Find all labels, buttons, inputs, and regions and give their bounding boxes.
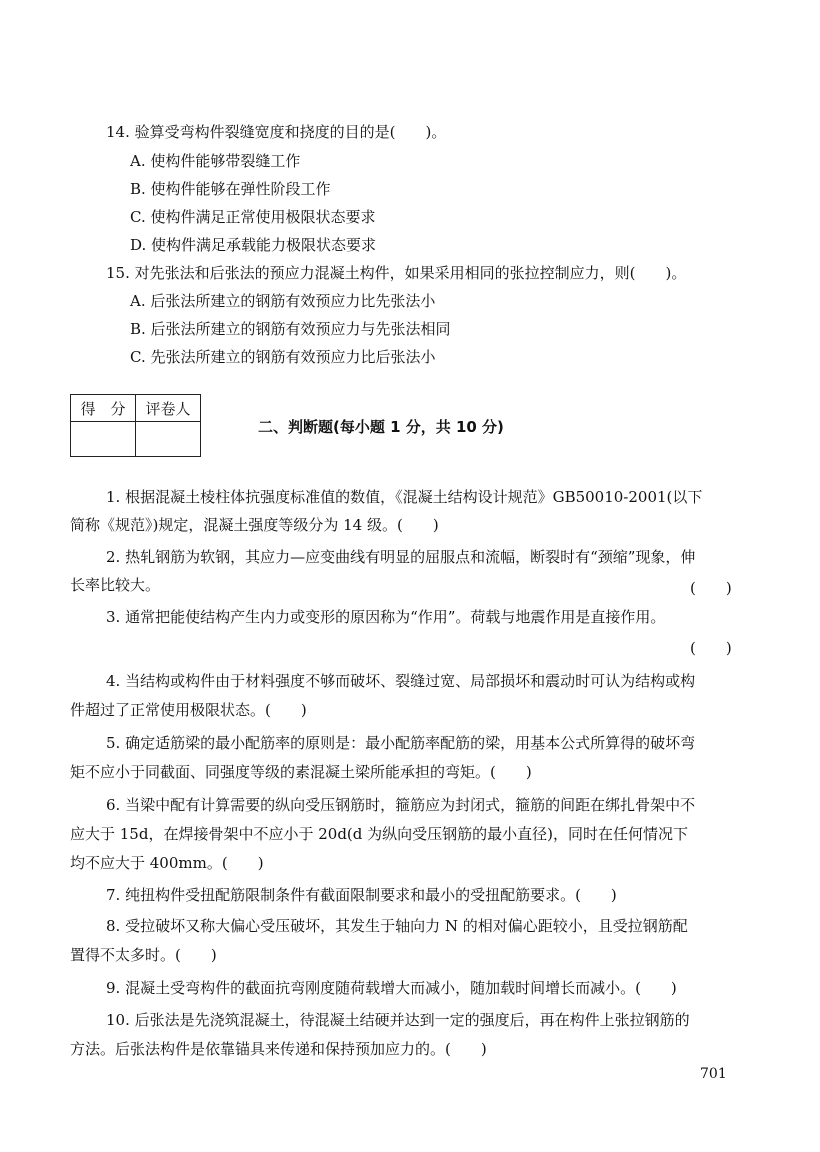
judge-4-line-2: 件超过了正常使用极限状态。( )	[70, 701, 307, 719]
question-15-option-b: B. 后张法所建立的钢筋有效预应力与先张法相同	[130, 320, 451, 338]
judge-2-line-2: 长率比较大。	[70, 576, 161, 594]
judge-7-line-1: 7. 纯扭构件受扭配筋限制条件有截面限制要求和最小的受扭配筋要求。( )	[106, 886, 617, 904]
judge-1-line-2: 简称《规范》)规定，混凝土强度等级分为 14 级。( )	[70, 516, 439, 534]
question-15-stem: 15. 对先张法和后张法的预应力混凝土构件，如果采用相同的张拉控制应力，则( )。	[106, 264, 687, 282]
question-14-option-c: C. 使构件满足正常使用极限状态要求	[130, 208, 376, 226]
grader-cell	[136, 422, 201, 457]
judge-5-line-1: 5. 确定适筋梁的最小配筋率的原则是：最小配筋率配筋的梁，用基本公式所算得的破坏弯	[106, 734, 696, 752]
grader-header: 评卷人	[136, 395, 201, 422]
question-14-stem: 14. 验算受弯构件裂缝宽度和挠度的目的是( )。	[106, 123, 447, 141]
judge-1-line-1: 1. 根据混凝土棱柱体抗强度标准值的数值，《混凝土结构设计规范》GB50010-2001(以下	[106, 488, 703, 506]
judge-6-line-1: 6. 当梁中配有计算需要的纵向受压钢筋时，箍筋应为封闭式，箍筋的间距在绑扎骨架中不	[106, 796, 696, 814]
judge-2-line-1: 2. 热轧钢筋为软钢，其应力—应变曲线有明显的屈服点和流幅，断裂时有“颈缩”现象，伸	[106, 548, 696, 566]
question-15-option-c: C. 先张法所建立的钢筋有效预应力比后张法小	[130, 348, 436, 366]
question-14-option-d: D. 使构件满足承载能力极限状态要求	[130, 236, 377, 254]
section-title: 二、判断题(每小题 1 分，共 10 分)	[258, 418, 504, 436]
judge-10-line-2: 方法。后张法构件是依靠锚具来传递和保持预加应力的。( )	[70, 1040, 487, 1058]
score-box	[70, 394, 201, 457]
judge-3-answer-paren: ( )	[690, 639, 732, 657]
judge-9-line-1: 9. 混凝土受弯构件的截面抗弯刚度随荷载增大而减小，随加载时间增长而减小。( )	[106, 979, 677, 997]
judge-6-line-3: 均不应大于 400mm。( )	[70, 854, 264, 872]
judge-4-line-1: 4. 当结构或构件由于材料强度不够而破坏、裂缝过宽、局部损坏和震动时可认为结构或构	[106, 672, 696, 690]
judge-8-line-2: 置得不太多时。( )	[70, 946, 217, 964]
judge-6-line-2: 应大于 15d，在焊接骨架中不应小于 20d(d 为纵向受压钢筋的最小直径)，同时在任何情况下	[70, 825, 688, 843]
question-14-option-a: A. 使构件能够带裂缝工作	[130, 152, 301, 170]
score-header: 得 分	[71, 395, 136, 422]
judge-2-answer-paren: ( )	[690, 579, 732, 597]
score-cell	[71, 422, 136, 457]
judge-10-line-1: 10. 后张法是先浇筑混凝土，待混凝土结硬并达到一定的强度后，再在构件上张拉钢筋的	[106, 1011, 690, 1029]
judge-8-line-1: 8. 受拉破坏又称大偏心受压破坏，其发生于轴向力 N 的相对偏心距较小，且受拉钢筋配	[106, 917, 688, 935]
judge-3-line-1: 3. 通常把能使结构产生内力或变形的原因称为“作用”。荷载与地震作用是直接作用。	[106, 608, 666, 626]
question-15-option-a: A. 后张法所建立的钢筋有效预应力比先张法小	[130, 292, 436, 310]
question-14-option-b: B. 使构件能够在弹性阶段工作	[130, 180, 331, 198]
judge-5-line-2: 矩不应小于同截面、同强度等级的素混凝土梁所能承担的弯矩。( )	[70, 763, 532, 781]
page-number: 701	[700, 1066, 727, 1082]
